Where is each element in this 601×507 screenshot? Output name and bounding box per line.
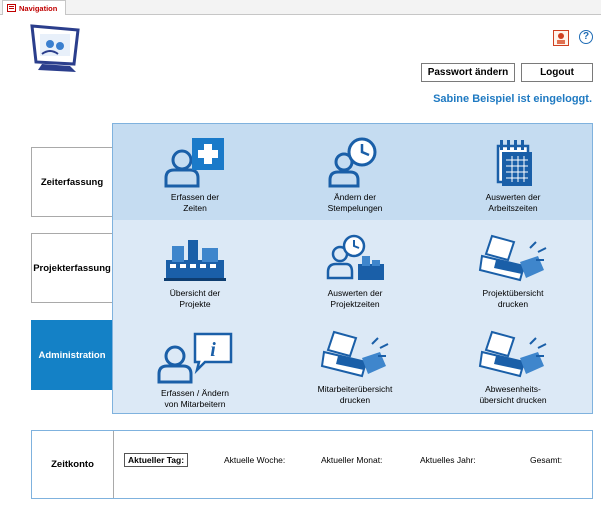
row-zeiterfassung xyxy=(113,124,592,220)
aktuelles-jahr-label: Aktuelles Jahr: xyxy=(420,455,476,465)
gesamt-label: Gesamt: xyxy=(530,455,563,465)
aendern-stempelungen-button[interactable] xyxy=(275,136,435,214)
logout-button[interactable]: Logout xyxy=(521,63,593,82)
change-password-button[interactable]: Passwort ändern xyxy=(421,63,515,82)
cell-label-1: Abwesenheits- xyxy=(485,384,541,394)
row-projekterfassung xyxy=(113,220,592,318)
cell-label-1: Erfassen / Ändern xyxy=(160,388,230,398)
person-clock-factory-icon xyxy=(322,234,388,284)
logged-in-status: Sabine Beispiel ist eingeloggt. xyxy=(433,93,592,105)
cell-label-2: drucken xyxy=(497,299,529,309)
nav-administration[interactable]: Administration xyxy=(31,320,113,390)
cell-label-1: Projektübersicht xyxy=(482,288,544,298)
person-info-icon xyxy=(155,332,235,384)
row-administration xyxy=(113,318,592,413)
cell-label-2: übersicht drucken xyxy=(479,395,547,405)
factory-icon xyxy=(162,234,228,284)
mitarbeiter-erfassen-button[interactable] xyxy=(115,332,275,410)
function-panel xyxy=(112,123,593,414)
cell-label-2: Projektzeiten xyxy=(330,299,380,309)
aktuelle-woche-label: Aktuelle Woche: xyxy=(224,455,286,465)
logo-icon xyxy=(28,24,86,74)
cell-label-1: Übersicht der xyxy=(169,288,221,298)
cell-label-2: drucken xyxy=(339,395,371,405)
cell-label-2: Arbeitszeiten xyxy=(488,203,538,213)
printer-icon xyxy=(478,234,548,284)
calendar-icon xyxy=(480,136,546,188)
aktueller-tag-label[interactable]: Aktueller Tag: xyxy=(124,453,188,467)
user-settings-icon[interactable] xyxy=(553,30,569,46)
auswerten-projektzeiten-button[interactable] xyxy=(275,234,435,310)
cell-label-2: von Mitarbeitern xyxy=(164,399,226,409)
form-icon xyxy=(7,4,16,12)
cell-label-2: Projekte xyxy=(179,299,211,309)
tab-label: Navigation xyxy=(19,3,58,13)
cell-label-2: Zeiten xyxy=(183,203,207,213)
erfassen-zeiten-button[interactable] xyxy=(115,136,275,214)
person-clock-icon xyxy=(322,136,388,188)
cell-label-1: Mitarbeiterübersicht xyxy=(317,384,393,394)
zeitkonto-panel xyxy=(31,430,593,499)
zeitkonto-title: Zeitkonto xyxy=(32,431,114,498)
aktueller-monat-label: Aktueller Monat: xyxy=(321,455,383,465)
svg-text:i: i xyxy=(210,339,216,361)
mitarbeiteruebersicht-drucken-button[interactable] xyxy=(275,330,435,406)
tab-navigation[interactable] xyxy=(2,0,66,15)
uebersicht-projekte-button[interactable] xyxy=(115,234,275,310)
printer-icon xyxy=(478,330,548,380)
cell-label-1: Ändern der xyxy=(333,192,377,202)
nav-zeiterfassung[interactable]: Zeiterfassung xyxy=(31,147,113,217)
cell-label-1: Auswerten der xyxy=(485,192,541,202)
abwesenheitsuebersicht-drucken-button[interactable] xyxy=(433,330,593,406)
cell-label-2: Stempelungen xyxy=(327,203,383,213)
printer-icon xyxy=(320,330,390,380)
auswerten-arbeitszeiten-button[interactable] xyxy=(433,136,593,214)
person-plus-icon xyxy=(162,136,228,188)
tab-bar xyxy=(0,0,601,15)
projektuebersicht-drucken-button[interactable] xyxy=(433,234,593,310)
nav-projekterfassung[interactable]: Projekterfassung xyxy=(31,233,113,303)
cell-label-1: Erfassen der xyxy=(170,192,220,202)
cell-label-1: Auswerten der xyxy=(327,288,383,298)
help-icon[interactable]: ? xyxy=(579,30,593,44)
